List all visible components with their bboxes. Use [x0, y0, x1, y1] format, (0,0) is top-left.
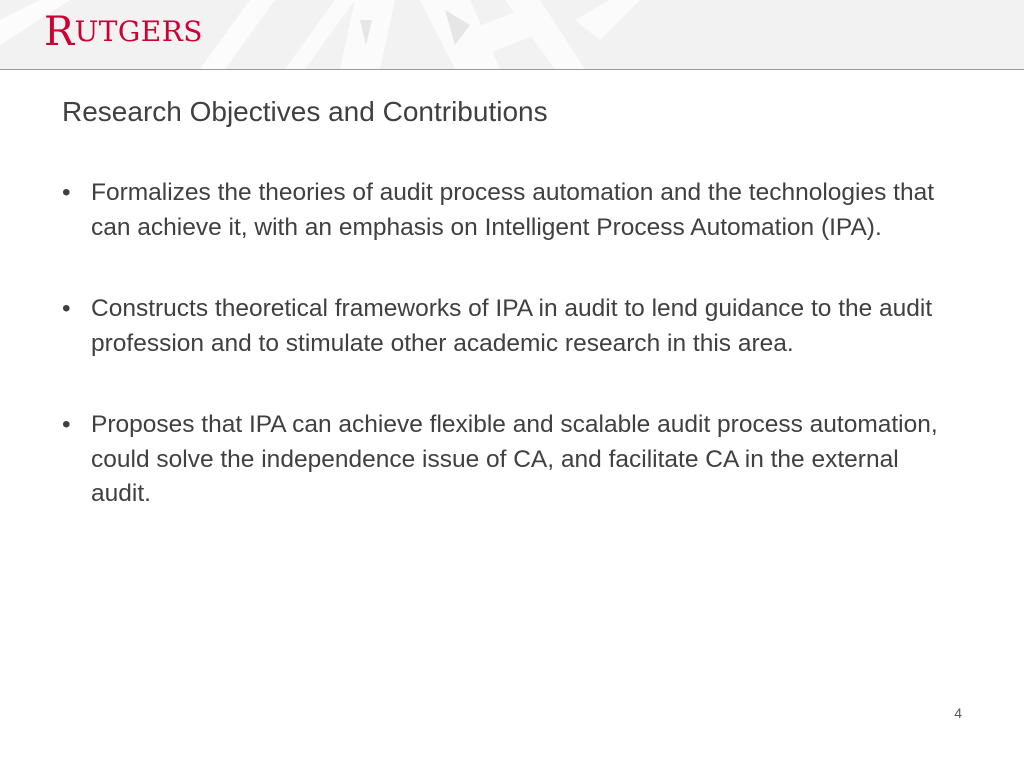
- bullet-text: Formalizes the theories of audit process automation and the technologies that can achieve it, with an emphasis on Intelligent Process Automation (IPA).: [91, 179, 935, 241]
- page-number: 4: [954, 705, 962, 721]
- bullet-marker: •: [62, 411, 71, 438]
- bullet-item: [62, 176, 962, 245]
- bullet-marker: •: [62, 295, 71, 322]
- header-band: [0, 0, 1024, 69]
- bullet-text: Proposes that IPA can achieve flexible and scalable audit process automation, could solve the independence issue of CA, and facilitate CA in the external audit.: [91, 411, 938, 507]
- bullet-item: [62, 408, 962, 512]
- slide-title: Research Objectives and Contributions: [62, 96, 548, 127]
- header-divider: [0, 69, 1024, 70]
- bullet-item: [62, 292, 962, 361]
- bullet-list: [62, 176, 962, 559]
- rutgers-logo: RUTGERS: [44, 9, 203, 55]
- bullet-text: Constructs theoretical frameworks of IPA in audit to lend guidance to the audit profession and to stimulate other academic research in this area.: [91, 295, 933, 357]
- bullet-marker: •: [62, 179, 71, 206]
